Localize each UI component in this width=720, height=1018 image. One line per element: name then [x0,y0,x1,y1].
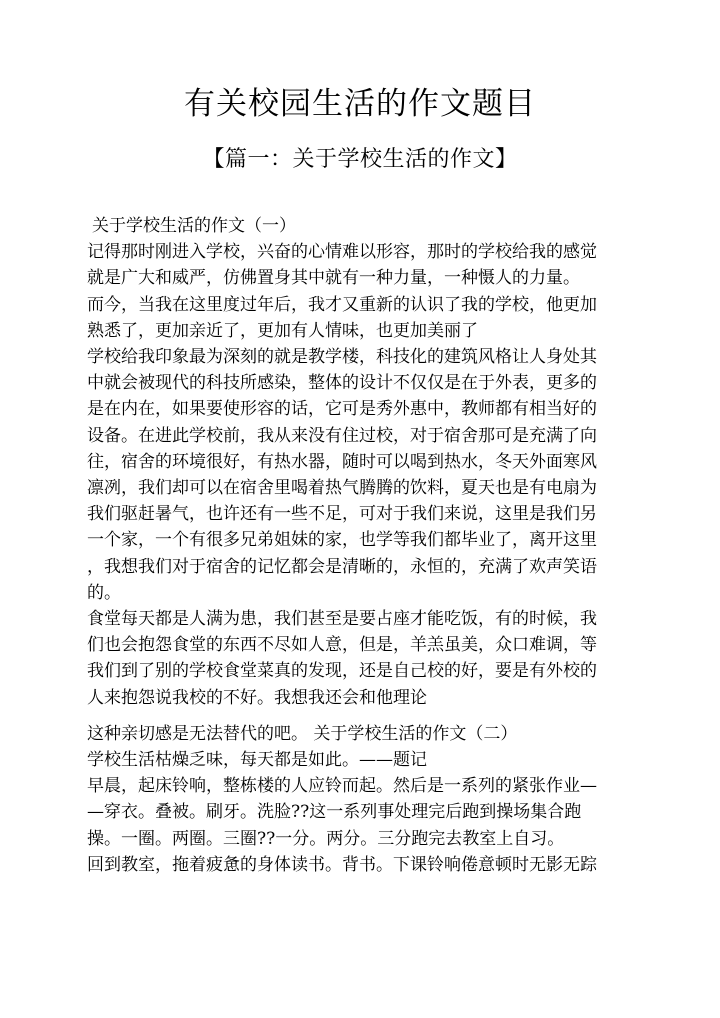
text-line: 往，宿舍的环境很好，有热水器，随时可以喝到热水，冬天外面寒风 [87,451,597,472]
text-line: 我们到了别的学校食堂菜真的发现，还是自己校的好，要是有外校的 [87,661,597,682]
text-line: ，我想我们对于宿舍的记忆都会是清晰的，永恒的，充满了欢声笑语 [87,556,597,577]
text-line: 早晨，起床铃响，整栋楼的人应铃而起。然后是一系列的紧张作业— [87,776,597,797]
document-body [87,213,635,878]
text-line: 学校生活枯燥乏味，每天都是如此。——题记 [87,750,427,771]
text-line: 食堂每天都是人满为患，我们甚至是要占座才能吃饭，有的时候，我 [87,609,597,630]
text-line: 们也会抱怨食堂的东西不尽如人意，但是，羊羔虽美，众口难调，等 [87,635,597,656]
text-line: 一个家，一个有很多兄弟姐妹的家，也学等我们都毕业了，离开这里 [87,530,597,551]
text-line: 学校给我印象最为深刻的就是教学楼，科技化的建筑风格让人身处其 [87,347,597,368]
section-heading: 【篇一：关于学校生活的作文】 [202,147,518,172]
text-line: 操。一圈。两圈。三圈??一分。两分。三分跑完去教室上自习。 [87,828,565,849]
text-line: 凛冽，我们却可以在宿舍里喝着热气腾腾的饮料，夏天也是有电扇为 [87,478,597,499]
text-line: 是在内在，如果要使形容的话，它可是秀外惠中，教师都有相当好的 [87,399,597,420]
text-line: 我们驱赶暑气，也许还有一些不足，可对于我们来说，这里是我们另 [87,504,597,525]
text-line: 中就会被现代的科技所感染，整体的设计不仅仅是在于外表，更多的 [87,373,597,394]
text-line: 这种亲切感是无法替代的吧。 关于学校生活的作文（二） [87,723,518,744]
text-line: 人来抱怨说我校的不好。我想我还会和他理论 [87,687,427,708]
text-line: 就是广大和威严，仿佛置身其中就有一种力量，一种慑人的力量。 [87,268,580,289]
text-line: —穿衣。叠被。刷牙。洗脸??这一系列事处理完后跑到操场集合跑 [87,802,582,823]
document-title: 有关校园生活的作文题目 [184,86,536,122]
paragraph-gap [87,711,635,721]
text-line: 回到教室，拖着疲惫的身体读书。背书。下课铃响倦意顿时无影无踪 [87,854,597,875]
text-line: 的。 [87,582,121,603]
text-line: 而今，当我在这里度过年后，我才又重新的认识了我的学校，他更加 [87,294,597,315]
essay-heading: 关于学校生活的作文（一） [92,216,296,236]
text-line: 熟悉了，更加亲近了，更加有人情味，也更加美丽了 [87,320,478,341]
text-line: 设备。在进此学校前，我从来没有住过校，对于宿舍那可是充满了向 [87,425,597,446]
text-line: 记得那时刚进入学校，兴奋的心情难以形容，那时的学校给我的感觉 [87,242,597,263]
